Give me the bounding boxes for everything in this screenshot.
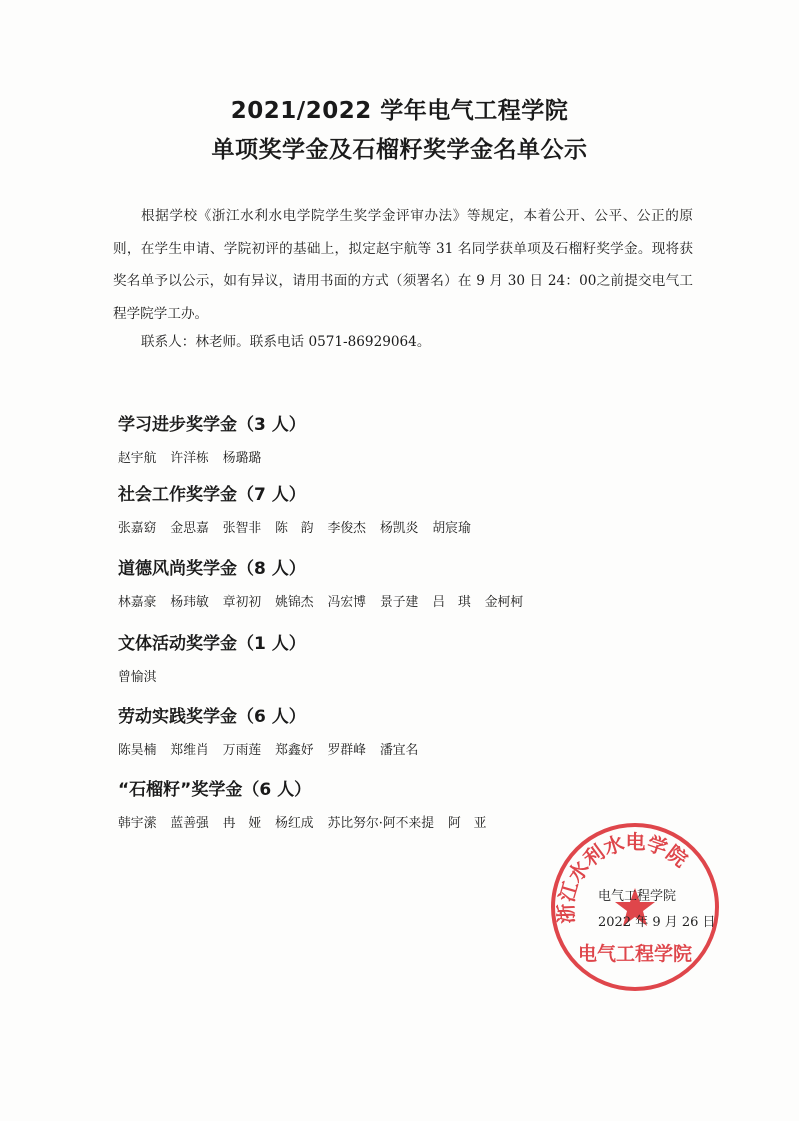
student-name: 阿 亚 (448, 816, 487, 831)
name-list (118, 519, 718, 539)
signature-org: 电气工程学院 (598, 889, 677, 904)
student-name: 许洋栋 (170, 451, 209, 466)
student-name: 林嘉豪 (118, 595, 157, 610)
official-seal (548, 820, 722, 994)
page-title-line1: 2021/2022 学年电气工程学院 (230, 98, 569, 124)
award-section (118, 413, 718, 469)
section-title: 学习进步奖学金（3 人） (118, 415, 306, 435)
svg-text:电气工程学院: 电气工程学院 (577, 943, 693, 965)
student-name: 杨凯炎 (379, 521, 419, 536)
student-name: 章初初 (222, 595, 262, 610)
student-name: 张智非 (222, 521, 262, 536)
student-name: 李俊杰 (327, 521, 366, 536)
student-name: 曾愉淇 (118, 670, 157, 685)
section-title: 文体活动奖学金（1 人） (118, 634, 306, 654)
intro-paragraph (113, 200, 693, 330)
student-name: 韩宇潆 (118, 816, 157, 831)
student-name: 冯宏博 (327, 595, 366, 610)
svg-text:浙江水利水电学院: 浙江水利水电学院 (553, 829, 693, 925)
award-section (118, 483, 718, 539)
student-name: 景子建 (379, 595, 419, 610)
name-list (118, 741, 718, 761)
award-section (118, 632, 718, 688)
student-name: 陈昊楠 (118, 743, 157, 758)
student-name: 杨玮敏 (170, 595, 209, 610)
student-name: 姚锦杰 (275, 595, 314, 610)
award-section (118, 705, 718, 761)
student-name: 郑维肖 (170, 743, 209, 758)
student-name: 蓝善强 (170, 816, 209, 831)
student-name: 金柯柯 (484, 595, 524, 610)
student-name: 冉 娅 (222, 816, 262, 831)
student-name: 吕 琪 (432, 595, 471, 610)
student-name: 潘宜名 (379, 743, 419, 758)
page-title-line2: 单项奖学金及石榴籽奖学金名单公示 (211, 137, 588, 163)
name-list (118, 668, 718, 688)
section-title: “石榴籽”奖学金（6 人） (118, 780, 312, 800)
signature-date: 2022 年 9 月 26 日 (598, 915, 716, 930)
contact-line: 联系人：林老师。联系电话 0571-86929064。 (141, 334, 431, 350)
student-name: 万雨莲 (222, 743, 262, 758)
student-name: 张嘉窈 (118, 521, 157, 536)
name-list (118, 449, 718, 469)
student-name: 杨璐璐 (222, 451, 262, 466)
student-name: 苏比努尔·阿不来提 (327, 816, 435, 831)
student-name: 杨红成 (275, 816, 314, 831)
student-name: 罗群峰 (327, 743, 366, 758)
award-section (118, 557, 718, 613)
student-name: 郑鑫妤 (275, 743, 314, 758)
section-title: 道德风尚奖学金（8 人） (118, 559, 306, 579)
student-name: 陈 韵 (275, 521, 314, 536)
student-name: 金思嘉 (170, 521, 209, 536)
name-list (118, 593, 718, 613)
section-title: 社会工作奖学金（7 人） (118, 485, 306, 505)
section-title: 劳动实践奖学金（6 人） (118, 707, 306, 727)
intro-text: 根据学校《浙江水利水电学院学生奖学金评审办法》等规定，本着公开、公平、公正的原则，在学生申请、学院初评的基础上，拟定赵宇航等 31 名同学获单项及石榴籽奖学金。现将获奖名单予以公示，如有异议，请用书面的方式（须署名）在 9 月 30 日 24：00之前提交电气工程学院学工办。 (113, 208, 693, 322)
student-name: 赵宇航 (118, 451, 157, 466)
student-name: 胡宸瑜 (432, 521, 471, 536)
